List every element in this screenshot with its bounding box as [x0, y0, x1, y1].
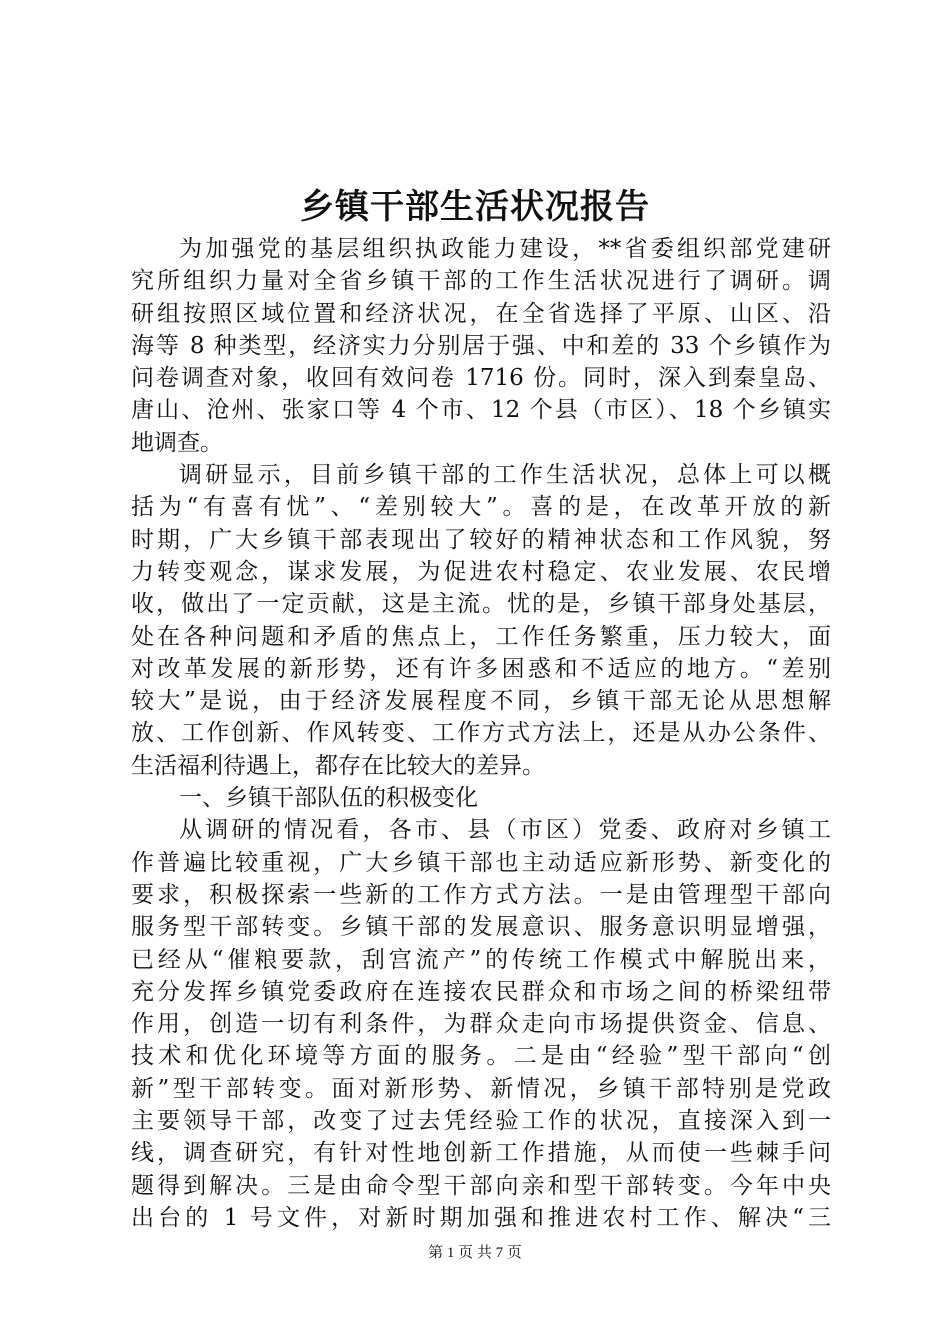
- text-line: 力转变观念，谋求发展，为促进农村稳定、农业发展、农民增: [131, 558, 831, 585]
- text-line: 从调研的情况看，各市、县（市区）党委、政府对乡镇工: [179, 817, 831, 844]
- text-line: 调研显示，目前乡镇干部的工作生活状况，总体上可以概: [179, 462, 831, 489]
- text-line: 充分发挥乡镇党委政府在连接农民群众和市场之间的桥梁纽带: [131, 978, 831, 1005]
- text-line: 放、工作创新、作风转变、工作方式方法上，还是从办公条件、: [131, 720, 831, 747]
- text-line: 较大”是说，由于经济发展程度不同，乡镇干部无论从思想解: [131, 688, 831, 715]
- text-line: 一、乡镇干部队伍的积极变化: [179, 785, 478, 812]
- text-line: 生活福利待遇上，都存在比较大的差异。: [131, 752, 545, 779]
- text-line: 技术和优化环境等方面的服务。二是由“经验”型干部向“创: [131, 1043, 831, 1070]
- text-line: 问卷调查对象，收回有效问卷 1716 份。同时，深入到秦皇岛、: [131, 365, 831, 392]
- text-line: 海等 8 种类型，经济实力分别居于强、中和差的 33 个乡镇作为: [131, 332, 831, 359]
- text-line: 主要领导干部，改变了过去凭经验工作的状况，直接深入到一: [131, 1108, 831, 1135]
- text-line: 唐山、沧州、张家口等 4 个市、12 个县（市区）、18 个乡镇实: [131, 397, 831, 424]
- text-line: 收，做出了一定贡献，这是主流。忧的是，乡镇干部身处基层，: [131, 591, 831, 618]
- text-line: 处在各种问题和矛盾的焦点上，工作任务繁重，压力较大，面: [131, 623, 831, 650]
- text-line: 为加强党的基层组织执政能力建设，**省委组织部党建研: [179, 236, 831, 262]
- text-line: 时期，广大乡镇干部表现出了较好的精神状态和工作风貌，努: [131, 526, 831, 553]
- text-line: 新”型干部转变。面对新形势、新情况，乡镇干部特别是党政: [131, 1075, 831, 1102]
- text-line: 作用，创造一切有利条件，为群众走向市场提供资金、信息、: [131, 1011, 831, 1038]
- text-line: 研组按照区域位置和经济状况，在全省选择了平原、山区、沿: [131, 300, 831, 327]
- document-title: 乡镇干部生活状况报告: [300, 187, 650, 227]
- text-line: 已经从“催粮要款，刮宫流产”的传统工作模式中解脱出来，: [131, 946, 831, 973]
- text-line: 地调查。: [131, 429, 223, 456]
- text-line: 要求，积极探索一些新的工作方式方法。一是由管理型干部向: [131, 881, 831, 908]
- text-line: 线，调查研究，有针对性地创新工作措施，从而使一些棘手问: [131, 1140, 831, 1167]
- text-line: 服务型干部转变。乡镇干部的发展意识、服务意识明显增强，: [131, 914, 831, 941]
- text-line: 出台的 1 号文件，对新时期加强和推进农村工作、解决“三: [131, 1204, 831, 1231]
- text-line: 究所组织力量对全省乡镇干部的工作生活状况进行了调研。调: [131, 268, 831, 295]
- page-footer: 第 1 页 共 7 页: [428, 1245, 522, 1261]
- document-body: [131, 233, 831, 1234]
- text-line: 作普遍比较重视，广大乡镇干部也主动适应新形势、新变化的: [131, 849, 831, 876]
- text-line: 题得到解决。三是由命令型干部向亲和型干部转变。今年中央: [131, 1172, 831, 1199]
- text-line: 对改革发展的新形势，还有许多困惑和不适应的地方。“差别: [131, 655, 831, 682]
- text-line: 括为“有喜有忧”、“差别较大”。喜的是，在改革开放的新: [131, 494, 831, 521]
